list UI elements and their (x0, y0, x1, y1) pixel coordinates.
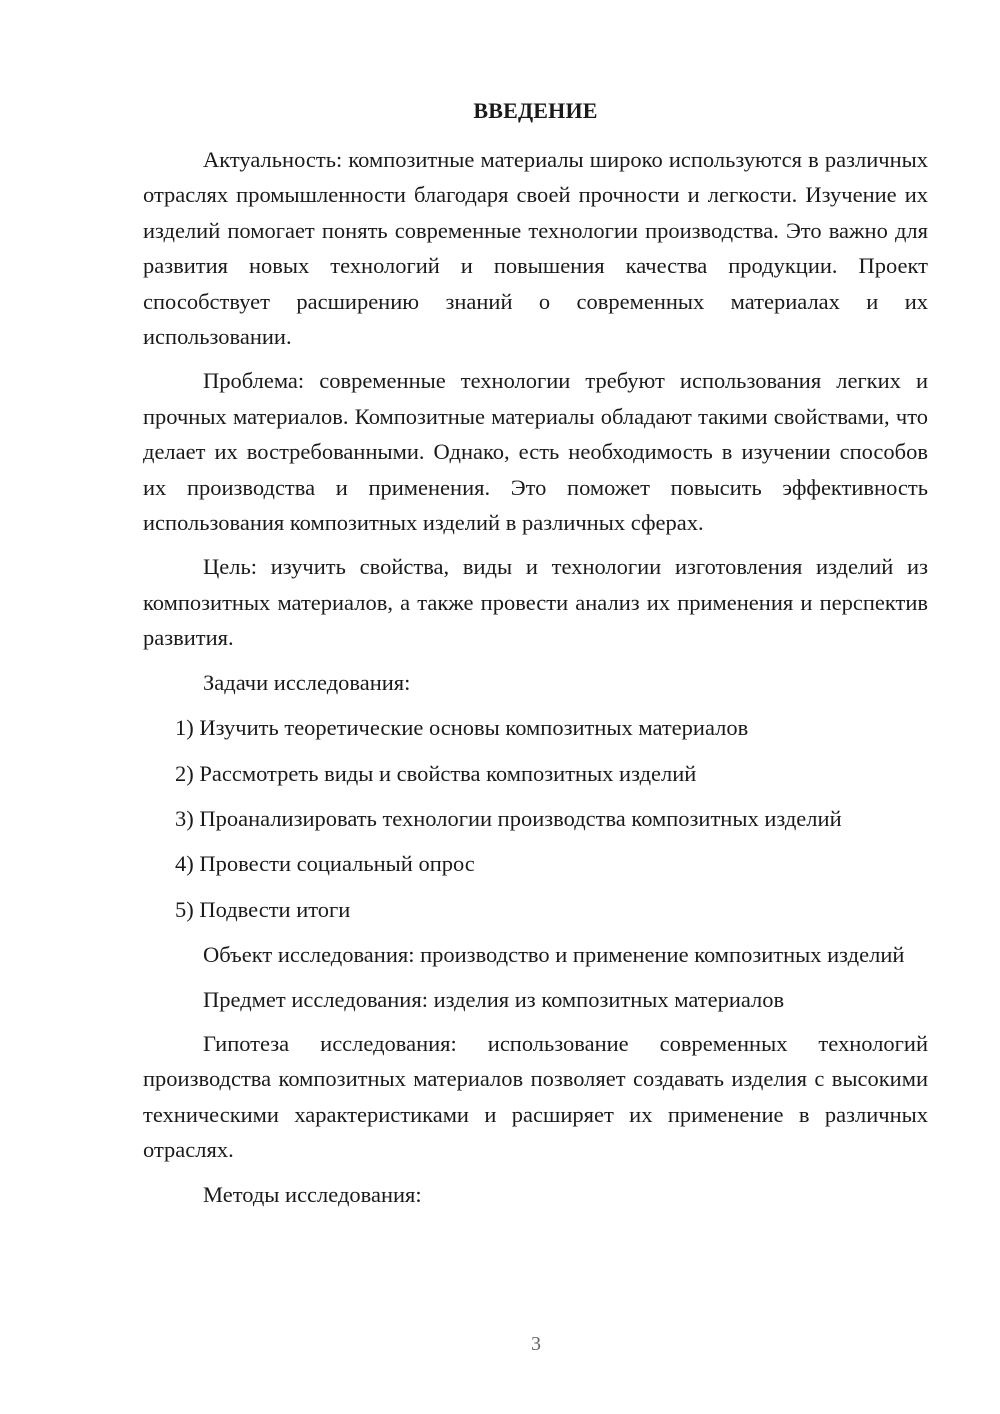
page-title: ВВЕДЕНИЕ (473, 98, 598, 123)
object-paragraph: Объект исследования: производство и применение композитных изделий (203, 942, 905, 968)
list-item: 1) Изучить теоретические основы композитных материалов (175, 715, 749, 741)
tasks-title: Задачи исследования: (203, 669, 411, 695)
tasks-list (143, 710, 928, 927)
list-item: 4) Провести социальный опрос (175, 851, 475, 877)
page-number: 3 (531, 1333, 541, 1355)
hypothesis-paragraph: Гипотеза исследования: использование современных технологий производства композитных материалов позволяет создавать изделия с высокими техническими характеристиками и расширяет их применение в различных отраслях. (143, 1030, 928, 1163)
problem-paragraph: Проблема: современные технологии требуют использования легких и прочных материалов. Композитные материалы обладают такими свойствами, что делает их востребованными. Однако, есть необходимость в изучении способов их производства и применения. Это поможет повысить эффективность использования композитных изделий в различных сферах. (143, 368, 928, 536)
relevance-paragraph: Актуальность: композитные материалы широко используются в различных отраслях промышленности благодаря своей прочности и легкости. Изучение их изделий помогает понять современные технологии производства. Это важно для развития новых технологий и повышения качества продукции. Проект способствует расширению знаний о современных материалах и их использовании. (143, 147, 928, 350)
list-item: 5) Подвести итоги (175, 896, 351, 922)
goal-paragraph: Цель: изучить свойства, виды и технологии изготовления изделий из композитных материалов, а также провести анализ их применения и перспектив развития. (143, 554, 928, 651)
subject-paragraph: Предмет исследования: изделия из композитных материалов (203, 986, 785, 1012)
list-item: 2) Рассмотреть виды и свойства композитных изделий (175, 760, 697, 786)
page-body (143, 96, 928, 1222)
list-item: 3) Проанализировать технологии производства композитных изделий (175, 805, 842, 831)
methods-title: Методы исследования: (203, 1181, 422, 1207)
